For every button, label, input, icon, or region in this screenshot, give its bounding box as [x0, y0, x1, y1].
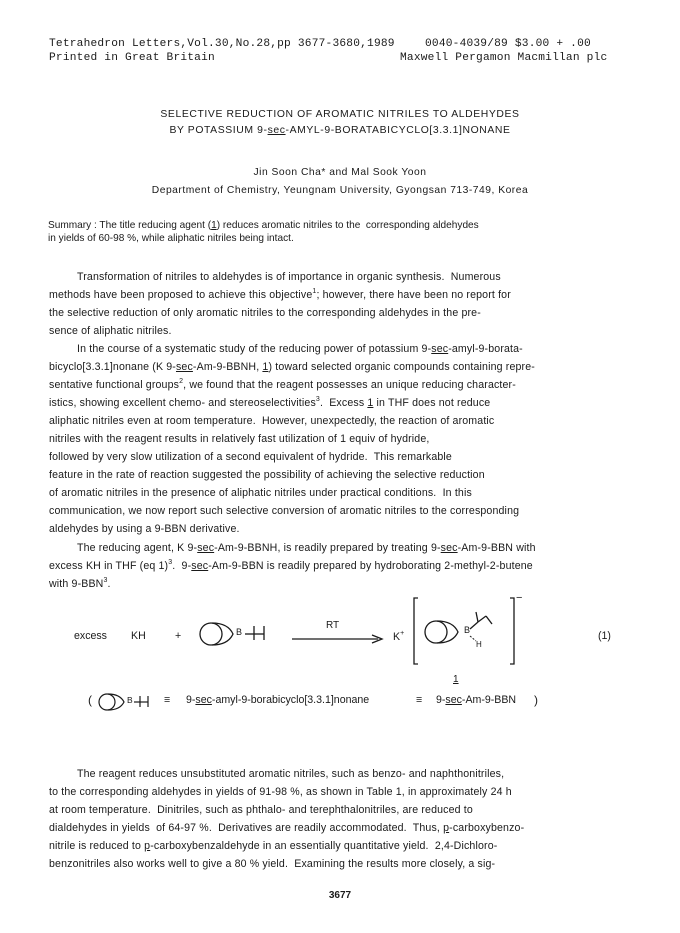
- reagent-abbreviation: 9-sec-Am-9-BBN: [436, 694, 517, 706]
- text-line: with 9-BBN$^3$.: [49, 577, 111, 590]
- text-line: at room temperature. Dinitriles, such as phthalo- and terephthalonitriles, are reduced to: [49, 804, 473, 816]
- equiv-sign: ≡: [164, 694, 171, 706]
- text-line: benzonitriles also works well to give a 80 % yield. Examining the results more closely, a sig-: [49, 858, 496, 870]
- bicyclic-ring-left: [99, 694, 115, 710]
- boron-label-small: B: [127, 695, 133, 705]
- bicyclic-ring-left: [425, 621, 447, 643]
- text-line: In the course of a systematic study of the reducing power of potassium 9-sec-amyl-9-borata-: [77, 343, 523, 355]
- negative-charge: −: [516, 592, 523, 604]
- text-line: feature in the rate of reaction suggested the possibility of achieving the selective reduction: [49, 469, 485, 481]
- text-line: nitrile is reduced to p-carboxybenzaldehyde in an essentially quantitative yield. 2,4-Dichloro-: [49, 840, 498, 852]
- text-line: methods have been proposed to achieve this objective$^1$; however, there have been no report for: [49, 288, 511, 301]
- reagent-definition: [0, 686, 680, 716]
- hydride-label: H: [476, 640, 482, 649]
- bracket-left: [414, 598, 418, 664]
- article-title-line1: SELECTIVE REDUCTION OF AROMATIC NITRILES TO ALDEHYDES: [160, 109, 520, 120]
- equation-number: (1): [598, 630, 611, 642]
- text-line: communication, we now report such selective conversion of aromatic nitriles to the corresponding: [49, 505, 520, 517]
- text-line: aliphatic nitriles even at room temperature. However, unexpectedly, the reaction of aromatic: [49, 415, 495, 427]
- boron-label: B: [236, 627, 243, 637]
- ethyl-bond: [486, 616, 492, 624]
- summary-line2: in yields of 60-98 %, while aliphatic nitriles being intact.: [48, 233, 294, 244]
- bicyclic-ring-left: [200, 623, 222, 645]
- eq-excess-text: excess: [74, 630, 107, 642]
- issn-price: 0040-4039/89 $3.00 + .00: [425, 38, 591, 50]
- text-line: the selective reduction of only aromatic nitriles to the corresponding aldehydes in the pre-: [49, 307, 481, 319]
- close-paren: ): [534, 693, 538, 707]
- potassium-cation: K+: [393, 630, 405, 643]
- publisher: Maxwell Pergamon Macmillan plc: [400, 52, 608, 64]
- bracket-right: [510, 598, 514, 664]
- text-line: to the corresponding aldehydes in yields of 91-98 %, as shown in Table 1, in approximately 24 h: [49, 786, 512, 798]
- equation-1: [0, 590, 680, 700]
- reaction-arrow: [292, 634, 384, 644]
- text-line: dialdehydes in yields of 64-97 %. Derivatives are readily accommodated. Thus, p-carboxybenzo-: [49, 822, 525, 834]
- text-line: Transformation of nitriles to aldehydes is of importance in organic synthesis. Numerous: [77, 271, 501, 283]
- boron-label-anion: B: [464, 625, 471, 635]
- page-number: 3677: [328, 890, 352, 901]
- methyl-bond: [476, 612, 478, 622]
- text-line: excess KH in THF (eq 1)$^3$. 9-sec-Am-9-BBN is readily prepared by hydroborating 2-methyl-2-butene: [49, 559, 533, 572]
- text-line: aldehydes by using a 9-BBN derivative.: [49, 523, 240, 535]
- text-line: istics, showing excellent chemo- and stereoselectivities$^3$. Excess 1 in THF does not reduce: [49, 396, 491, 409]
- b-c-bond: [470, 622, 478, 629]
- eq-plus-sign: +: [175, 630, 182, 642]
- open-paren: (: [88, 693, 92, 707]
- text-line: The reducing agent, K 9-sec-Am-9-BBNH, is readily prepared by treating 9-sec-Am-9-BBN with: [77, 542, 536, 554]
- bicyclic-ring-right: [108, 694, 124, 710]
- print-location: Printed in Great Britain: [49, 52, 215, 64]
- text-line: of aromatic nitriles in the presence of aliphatic nitriles under practical conditions. In this: [49, 487, 472, 499]
- text-line: The reagent reduces unsubstituted aromatic nitriles, such as benzo- and naphthonitriles,: [77, 768, 505, 780]
- text-line: followed by very slow utilization of a second equivalent of hydride. This remarkable: [49, 451, 452, 463]
- journal-citation: Tetrahedron Letters,Vol.30,No.28,pp 3677-3680,1989: [49, 38, 395, 50]
- text-line: bicyclo[3.3.1]nonane (K 9-sec-Am-9-BBNH, 1) toward selected organic compounds containing repre-: [49, 361, 535, 373]
- authors: Jin Soon Cha* and Mal Sook Yoon: [253, 167, 427, 178]
- text-line: sentative functional groups$^2$, we found that the reagent possesses an unique reducing character-: [49, 378, 516, 391]
- reagent-full-name: 9-sec-amyl-9-borabicyclo[3.3.1]nonane: [186, 694, 370, 706]
- equiv-sign-2: ≡: [416, 694, 423, 706]
- chain-bond: [478, 616, 486, 622]
- article-title-line2: BY POTASSIUM 9-sec-AMYL-9-BORATABICYCLO[3.3.1]NONANE: [169, 125, 511, 136]
- eq-kh-text: KH: [131, 630, 146, 642]
- affiliation: Department of Chemistry, Yeungnam University, Gyongsan 713-749, Korea: [151, 185, 529, 196]
- borohydride-anion-structure: [410, 592, 523, 678]
- text-line: nitriles with the reagent results in relatively fast utilization of 1 equiv of hydride,: [49, 433, 430, 445]
- compound-number-label: 1: [453, 674, 459, 685]
- summary-line1: Summary : The title reducing agent (1) reduces aromatic nitriles to the corresponding aldehydes: [48, 220, 479, 231]
- text-line: sence of aliphatic nitriles.: [49, 325, 172, 337]
- arrow-condition: RT: [326, 620, 340, 631]
